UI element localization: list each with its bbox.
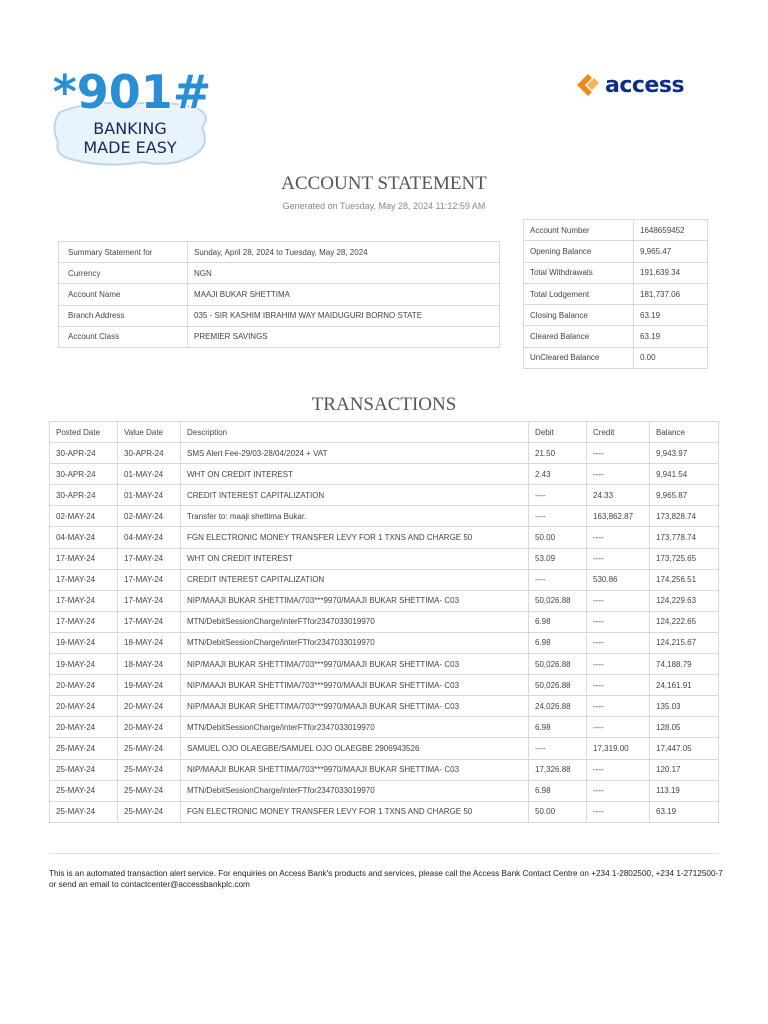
cell-credit: ----: [587, 696, 650, 717]
cell-credit: ----: [587, 654, 650, 675]
table-row: [50, 569, 719, 590]
ussd-code: *901#: [52, 65, 212, 119]
cell-credit: ----: [587, 632, 650, 653]
balances-table: [523, 219, 708, 369]
balance-value: 63.19: [634, 326, 708, 347]
cell-debit: ----: [529, 569, 587, 590]
header-description: Description: [181, 422, 529, 443]
balance-label: Closing Balance: [524, 305, 634, 326]
cell-posted-date: 19-MAY-24: [50, 632, 118, 653]
cell-balance: 74,188.79: [650, 654, 719, 675]
cell-debit: ----: [529, 738, 587, 759]
cell-balance: 124,215.67: [650, 632, 719, 653]
balance-value: 9,965.47: [634, 241, 708, 262]
cell-value-date: 30-APR-24: [118, 443, 181, 464]
cell-posted-date: 25-MAY-24: [50, 801, 118, 822]
table-row: [50, 485, 719, 506]
cell-description: MTN/DebitSessionCharge/interFTfor2347033019970: [181, 780, 529, 801]
cell-debit: 21.50: [529, 443, 587, 464]
cell-posted-date: 20-MAY-24: [50, 717, 118, 738]
cell-description: FGN ELECTRONIC MONEY TRANSFER LEVY FOR 1 TXNS AND CHARGE 50: [181, 527, 529, 548]
cell-value-date: 20-MAY-24: [118, 696, 181, 717]
cell-balance: 174,256.51: [650, 569, 719, 590]
cell-credit: 163,862.87: [587, 506, 650, 527]
cell-value-date: 17-MAY-24: [118, 569, 181, 590]
summary-value: MAAJI BUKAR SHETTIMA: [188, 284, 500, 305]
balance-label: Opening Balance: [524, 241, 634, 262]
cell-posted-date: 25-MAY-24: [50, 780, 118, 801]
table-row: [50, 759, 719, 780]
summary-row: [59, 263, 500, 284]
access-bank-logo: [575, 72, 684, 98]
cell-description: NIP/MAAJI BUKAR SHETTIMA/703***9970/MAAJI BUKAR SHETTIMA- C03: [181, 696, 529, 717]
cell-balance: 120.17: [650, 759, 719, 780]
transactions-table: [49, 421, 719, 823]
cell-balance: 135.03: [650, 696, 719, 717]
table-row: [50, 527, 719, 548]
table-row: [50, 590, 719, 611]
balance-row: [524, 305, 708, 326]
summary-label: Branch Address: [59, 305, 188, 326]
cell-debit: 50,026.88: [529, 675, 587, 696]
cell-posted-date: 25-MAY-24: [50, 738, 118, 759]
summary-label: Summary Statement for: [59, 242, 188, 263]
cell-balance: 173,725.65: [650, 548, 719, 569]
banking-made-easy-logo: [46, 64, 218, 170]
balance-row: [524, 241, 708, 262]
cell-debit: 6.98: [529, 632, 587, 653]
summary-row: [59, 305, 500, 326]
table-row: [50, 738, 719, 759]
cell-credit: ----: [587, 675, 650, 696]
cell-balance: 128.05: [650, 717, 719, 738]
balance-value: 0.00: [634, 347, 708, 368]
cell-debit: 6.98: [529, 611, 587, 632]
cell-value-date: 25-MAY-24: [118, 759, 181, 780]
cell-credit: ----: [587, 717, 650, 738]
cell-description: Transfer to: maaji shettima Bukar.: [181, 506, 529, 527]
cell-credit: ----: [587, 780, 650, 801]
cell-debit: 50,026.88: [529, 654, 587, 675]
cell-value-date: 25-MAY-24: [118, 780, 181, 801]
cell-value-date: 25-MAY-24: [118, 801, 181, 822]
balance-row: [524, 326, 708, 347]
cell-debit: 50.00: [529, 527, 587, 548]
cell-balance: 113.19: [650, 780, 719, 801]
cell-posted-date: 02-MAY-24: [50, 506, 118, 527]
cell-balance: 173,828.74: [650, 506, 719, 527]
summary-value: Sunday, April 28, 2024 to Tuesday, May 28, 2024: [188, 242, 500, 263]
cell-balance: 24,161.91: [650, 675, 719, 696]
cell-credit: ----: [587, 443, 650, 464]
balance-value: 63.19: [634, 305, 708, 326]
balance-row: [524, 347, 708, 368]
cell-credit: ----: [587, 527, 650, 548]
cell-balance: 9,941.54: [650, 464, 719, 485]
cell-value-date: 18-MAY-24: [118, 654, 181, 675]
cell-posted-date: 17-MAY-24: [50, 548, 118, 569]
table-row: [50, 611, 719, 632]
cell-posted-date: 17-MAY-24: [50, 611, 118, 632]
cell-credit: ----: [587, 611, 650, 632]
table-row: [50, 696, 719, 717]
footer-notice: [49, 868, 729, 890]
cell-description: CREDIT INTEREST CAPITALIZATION: [181, 485, 529, 506]
cell-value-date: 19-MAY-24: [118, 675, 181, 696]
cell-balance: 124,229.63: [650, 590, 719, 611]
cell-credit: 24.33: [587, 485, 650, 506]
cell-value-date: 01-MAY-24: [118, 464, 181, 485]
cell-description: MTN/DebitSessionCharge/interFTfor2347033019970: [181, 717, 529, 738]
cell-balance: 9,965.87: [650, 485, 719, 506]
table-row: [50, 443, 719, 464]
table-row: [50, 548, 719, 569]
cell-value-date: 04-MAY-24: [118, 527, 181, 548]
cell-value-date: 17-MAY-24: [118, 548, 181, 569]
access-logo-icon: [575, 72, 601, 98]
summary-row: [59, 284, 500, 305]
balance-label: Total Withdrawals: [524, 262, 634, 283]
balance-row: [524, 220, 708, 241]
cell-debit: 50,026.88: [529, 590, 587, 611]
table-row: [50, 464, 719, 485]
balance-label: Cleared Balance: [524, 326, 634, 347]
cell-credit: 530.86: [587, 569, 650, 590]
cell-posted-date: 30-APR-24: [50, 485, 118, 506]
summary-value: NGN: [188, 263, 500, 284]
cell-description: MTN/DebitSessionCharge/interFTfor2347033019970: [181, 632, 529, 653]
cell-value-date: 02-MAY-24: [118, 506, 181, 527]
tagline-line1: BANKING: [93, 119, 167, 138]
table-row: [50, 675, 719, 696]
cell-value-date: 20-MAY-24: [118, 717, 181, 738]
table-row: [50, 632, 719, 653]
header-debit: Debit: [529, 422, 587, 443]
cell-posted-date: 17-MAY-24: [50, 590, 118, 611]
cell-description: NIP/MAAJI BUKAR SHETTIMA/703***9970/MAAJI BUKAR SHETTIMA- C03: [181, 590, 529, 611]
cell-credit: ----: [587, 464, 650, 485]
cell-posted-date: 17-MAY-24: [50, 569, 118, 590]
cell-posted-date: 04-MAY-24: [50, 527, 118, 548]
cell-credit: ----: [587, 759, 650, 780]
header-balance: Balance: [650, 422, 719, 443]
cell-balance: 173,778.74: [650, 527, 719, 548]
cell-debit: 6.98: [529, 717, 587, 738]
summary-table: [58, 241, 500, 348]
summary-label: Currency: [59, 263, 188, 284]
summary-label: Account Class: [59, 326, 188, 347]
cell-value-date: 17-MAY-24: [118, 611, 181, 632]
cell-credit: ----: [587, 801, 650, 822]
balance-label: UnCleared Balance: [524, 347, 634, 368]
summary-value: PREMIER SAVINGS: [188, 326, 500, 347]
cell-debit: 6.98: [529, 780, 587, 801]
cell-posted-date: 20-MAY-24: [50, 675, 118, 696]
cell-debit: 50.00: [529, 801, 587, 822]
cell-balance: 17,447.05: [650, 738, 719, 759]
generated-timestamp: Generated on Tuesday, May 28, 2024 11:12:59 AM: [282, 201, 486, 211]
cell-debit: 2.43: [529, 464, 587, 485]
cell-debit: 17,326.88: [529, 759, 587, 780]
summary-label: Account Name: [59, 284, 188, 305]
footer-divider: [49, 853, 719, 854]
cell-description: WHT ON CREDIT INTEREST: [181, 464, 529, 485]
table-row: [50, 717, 719, 738]
access-wordmark: access: [605, 72, 685, 98]
balance-value: 1648659452: [634, 220, 708, 241]
cell-credit: ----: [587, 548, 650, 569]
cell-debit: 53.09: [529, 548, 587, 569]
cell-description: NIP/MAAJI BUKAR SHETTIMA/703***9970/MAAJI BUKAR SHETTIMA- C03: [181, 759, 529, 780]
table-row: [50, 506, 719, 527]
cell-description: FGN ELECTRONIC MONEY TRANSFER LEVY FOR 1 TXNS AND CHARGE 50: [181, 801, 529, 822]
cell-posted-date: 30-APR-24: [50, 443, 118, 464]
cell-description: NIP/MAAJI BUKAR SHETTIMA/703***9970/MAAJI BUKAR SHETTIMA- C03: [181, 675, 529, 696]
transactions-title: TRANSACTIONS: [311, 394, 457, 415]
cell-posted-date: 19-MAY-24: [50, 654, 118, 675]
balance-value: 191,639.34: [634, 262, 708, 283]
cell-description: WHT ON CREDIT INTEREST: [181, 548, 529, 569]
cell-description: CREDIT INTEREST CAPITALIZATION: [181, 569, 529, 590]
balance-label: Account Number: [524, 220, 634, 241]
footer-line1: This is an automated transaction alert service. For enquiries on Access Bank's products and services, please call the Access Bank Contact Centre on +234 1-2802500, +234 1-2712500-7: [49, 869, 723, 878]
cell-description: SMS Alert Fee-29/03-28/04/2024 + VAT: [181, 443, 529, 464]
balance-row: [524, 283, 708, 304]
header-posted-date: Posted Date: [50, 422, 118, 443]
footer-line2: or send an email to contactcenter@accessbankplc.com: [49, 880, 250, 889]
cell-balance: 9,943.97: [650, 443, 719, 464]
header-value-date: Value Date: [118, 422, 181, 443]
summary-value: 035 - SIR KASHIM IBRAHIM WAY MAIDUGURI BORNO STATE: [188, 305, 500, 326]
header-credit: Credit: [587, 422, 650, 443]
balance-label: Total Lodgement: [524, 283, 634, 304]
cell-credit: 17,319.00: [587, 738, 650, 759]
statement-title: ACCOUNT STATEMENT: [281, 173, 487, 194]
summary-row: [59, 326, 500, 347]
table-row: [50, 801, 719, 822]
table-row: [50, 654, 719, 675]
cell-debit: ----: [529, 485, 587, 506]
cell-debit: ----: [529, 506, 587, 527]
cell-posted-date: 20-MAY-24: [50, 696, 118, 717]
cell-value-date: 17-MAY-24: [118, 590, 181, 611]
cell-description: MTN/DebitSessionCharge/interFTfor2347033019970: [181, 611, 529, 632]
balance-value: 181,737.06: [634, 283, 708, 304]
cell-balance: 63.19: [650, 801, 719, 822]
cell-credit: ----: [587, 590, 650, 611]
cell-posted-date: 30-APR-24: [50, 464, 118, 485]
balance-row: [524, 262, 708, 283]
summary-row: [59, 242, 500, 263]
cell-description: SAMUEL OJO OLAEGBE/SAMUEL OJO OLAEGBE 2906943526: [181, 738, 529, 759]
tagline-line2: MADE EASY: [83, 138, 177, 157]
cell-debit: 24,026.88: [529, 696, 587, 717]
cell-posted-date: 25-MAY-24: [50, 759, 118, 780]
transactions-header-row: [50, 422, 719, 443]
cell-description: NIP/MAAJI BUKAR SHETTIMA/703***9970/MAAJI BUKAR SHETTIMA- C03: [181, 654, 529, 675]
cell-value-date: 18-MAY-24: [118, 632, 181, 653]
cell-balance: 124,222.65: [650, 611, 719, 632]
cell-value-date: 01-MAY-24: [118, 485, 181, 506]
table-row: [50, 780, 719, 801]
cell-value-date: 25-MAY-24: [118, 738, 181, 759]
